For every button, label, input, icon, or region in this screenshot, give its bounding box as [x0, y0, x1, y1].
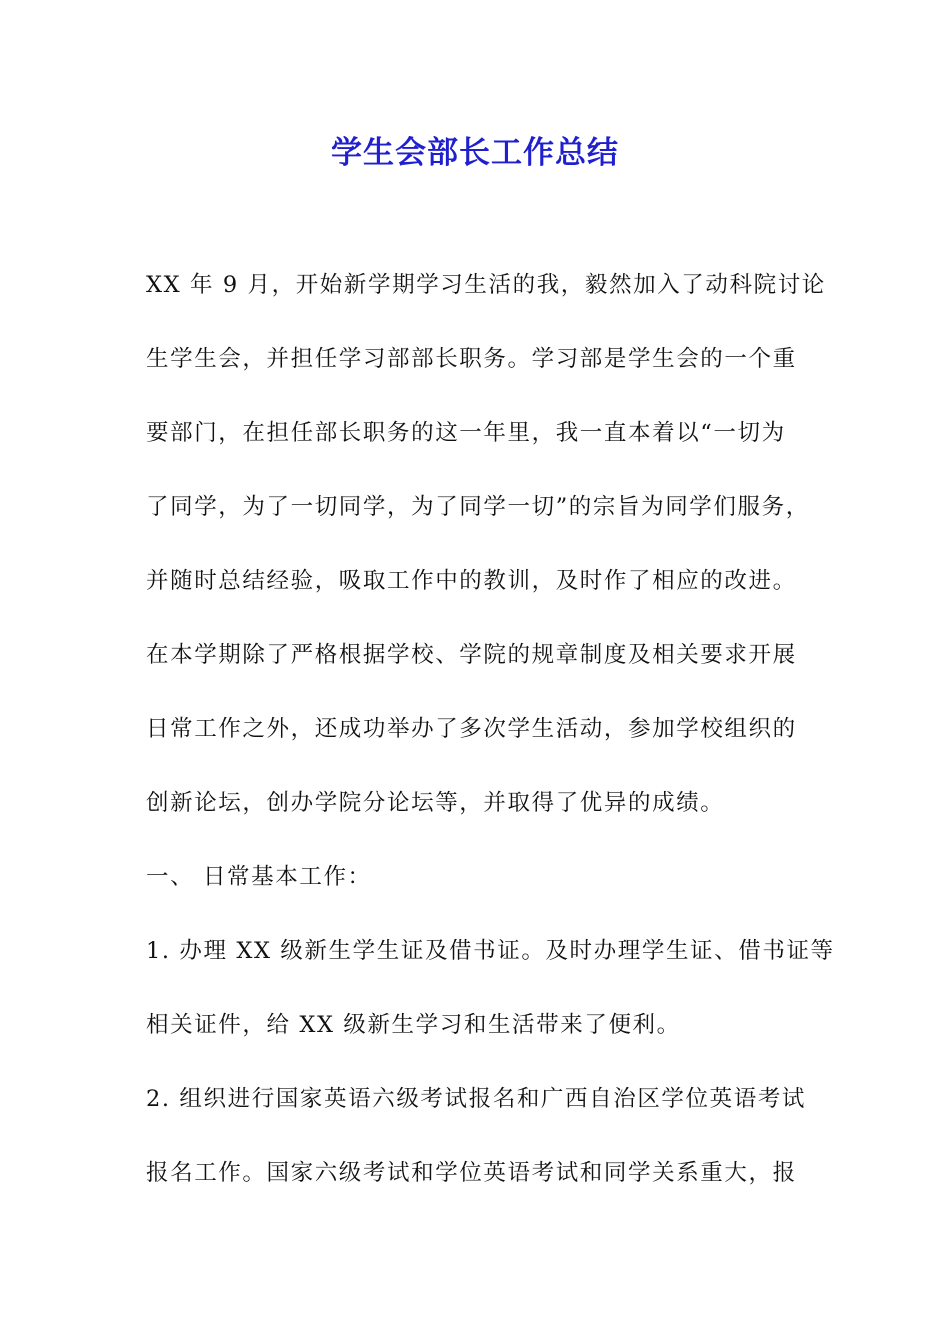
- document-body: [146, 263, 835, 1225]
- body-line: 2. 组织进行国家英语六级考试报名和广西自治区学位英语考试: [146, 1086, 807, 1112]
- body-line: 创新论坛，创办学院分论坛等，并取得了优异的成绩。: [146, 790, 725, 816]
- body-line: 了同学，为了一切同学，为了同学一切”的宗旨为同学们服务，: [146, 494, 810, 520]
- document-title: 学生会部长工作总结: [331, 135, 619, 171]
- body-line: 日常工作之外，还成功举办了多次学生活动，参加学校组织的: [146, 716, 797, 742]
- body-line: 在本学期除了严格根据学校、学院的规章制度及相关要求开展: [146, 642, 797, 668]
- body-line: 并随时总结经验，吸取工作中的教训，及时作了相应的改进。: [146, 568, 797, 594]
- body-line: 生学生会，并担任学习部部长职务。学习部是学生会的一个重: [146, 346, 797, 372]
- body-line: XX 年 9 月，开始新学期学习生活的我，毅然加入了动科院讨论: [146, 272, 826, 298]
- body-line: 相关证件，给 XX 级新生学习和生活带来了便利。: [146, 1012, 681, 1038]
- section-heading: 一、 日常基本工作：: [146, 864, 372, 890]
- body-line: 要部门，在担任部长职务的这一年里，我一直本着以“一切为: [146, 420, 786, 446]
- body-line: 报名工作。国家六级考试和学位英语考试和同学关系重大，报: [146, 1160, 797, 1186]
- body-line: 1. 办理 XX 级新生学生证及借书证。及时办理学生证、借书证等: [146, 938, 835, 964]
